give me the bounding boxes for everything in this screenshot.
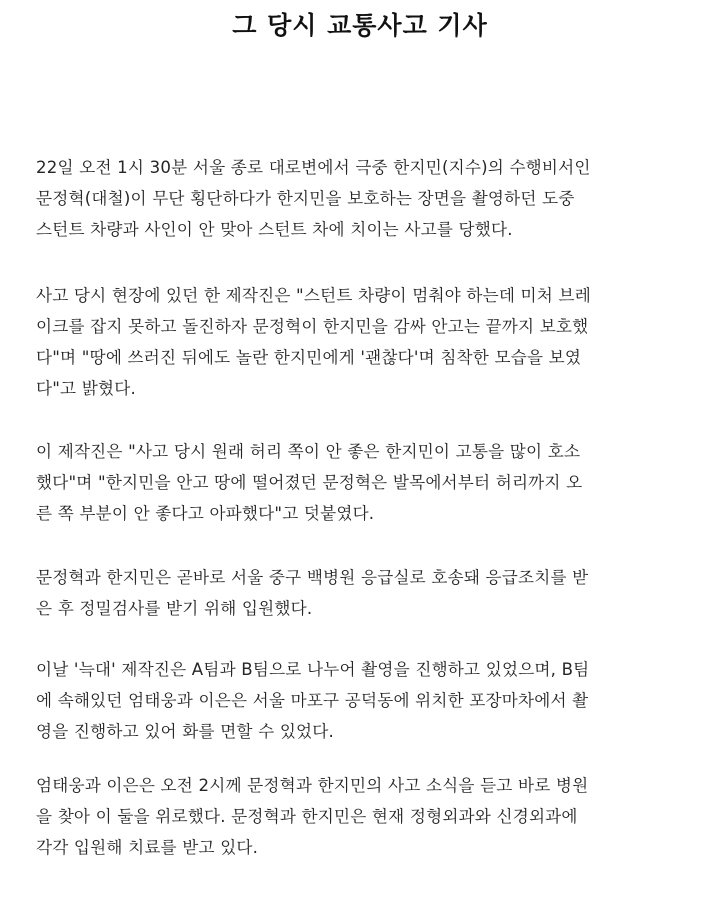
paragraph-6 (36, 770, 706, 863)
paragraph-line: 엄태웅과 이은은 오전 2시께 문정혁과 한지민의 사고 소식을 듣고 바로 병원 (36, 776, 589, 795)
paragraph-line: 했다"며 "한지민을 안고 땅에 떨어졌던 문정혁은 발목에서부터 허리까지 오 (36, 473, 583, 492)
paragraph-line: 을 찾아 이 둘을 위로했다. 문정혁과 한지민은 현재 정형외과와 신경외과에 (36, 807, 578, 826)
paragraph-line: 은 후 정밀검사를 받기 위해 입원했다. (36, 599, 313, 618)
paragraph-line: 22일 오전 1시 30분 서울 종로 대로변에서 극중 한지민(지수)의 수행비서인 (36, 158, 591, 177)
paragraph-line: 영을 진행하고 있어 화를 면할 수 있었다. (36, 722, 334, 741)
paragraph-line: 이 제작진은 "사고 당시 원래 허리 쪽이 안 좋은 한지민이 고통을 많이 호소 (36, 442, 581, 461)
paragraph-line: 스턴트 차량과 사인이 안 맞아 스턴트 차에 치이는 사고를 당했다. (36, 220, 513, 239)
paragraph-line: 다"고 밝혔다. (36, 379, 136, 398)
paragraph-4 (36, 562, 706, 624)
paragraph-line: 사고 당시 현장에 있던 한 제작진은 "스턴트 차량이 멈춰야 하는데 미처 브레 (36, 286, 591, 305)
paragraph-2 (36, 280, 706, 404)
paragraph-line: 에 속해있던 엄태웅과 이은은 서울 마포구 공덕동에 위치한 포장마차에서 촬 (36, 691, 589, 710)
paragraph-line: 른 쪽 부분이 안 좋다고 아파했다"고 덧붙였다. (36, 504, 375, 523)
paragraph-line: 문정혁과 한지민은 곧바로 서울 중구 백병원 응급실로 호송돼 응급조치를 받 (36, 568, 589, 587)
paragraph-line: 각각 입원해 치료를 받고 있다. (36, 838, 259, 857)
article-title: 그 당시 교통사고 기사 (232, 11, 488, 40)
paragraph-1 (36, 152, 706, 245)
paragraph-line: 이날 '늑대' 제작진은 A팀과 B팀으로 나누어 촬영을 진행하고 있었으며, B팀 (36, 660, 590, 679)
paragraph-line: 다"며 "땅에 쓰러진 뒤에도 놀란 한지민에게 '괜찮다'며 침착한 모습을 보였 (36, 348, 582, 367)
paragraph-5 (36, 654, 706, 747)
paragraph-3 (36, 436, 706, 529)
paragraph-line: 문정혁(대철)이 무단 횡단하다가 한지민을 보호하는 장면을 촬영하던 도중 (36, 189, 575, 208)
paragraph-line: 이크를 잡지 못하고 돌진하자 문정혁이 한지민을 감싸 안고는 끝까지 보호했 (36, 317, 589, 336)
